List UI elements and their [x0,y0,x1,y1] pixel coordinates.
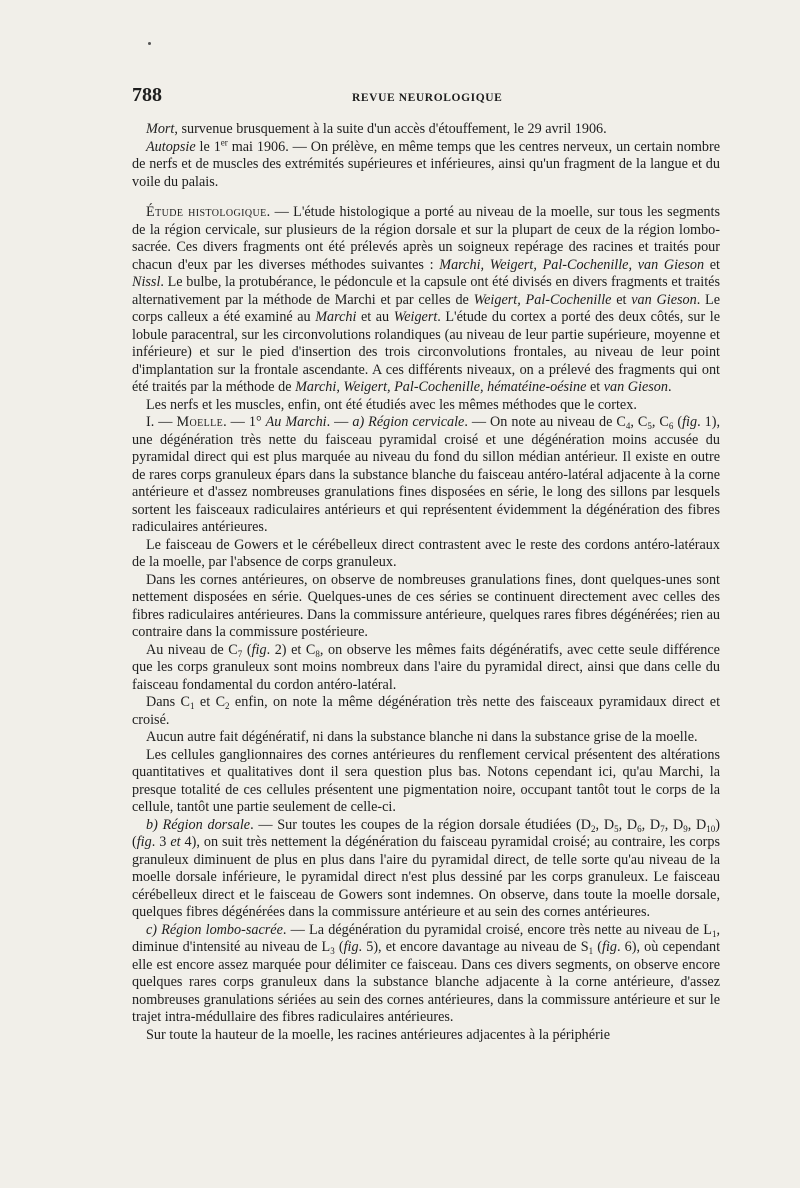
ink-speck [148,42,151,45]
article-body [132,121,720,1044]
paragraph-p7: Dans les cornes antérieures, on observe de nombreuses granulations fines, dont quelques-unes sont nettement disposées en série. Quelques-unes de ces séries se continuent directement avec celles des fibres radiculaires antérieures. Dans la commissure antérieure, quelques rares fibres dégénérées; rien au contraire dans la commissure postérieure. [132,571,720,640]
page-number: 788 [132,84,162,106]
running-head: REVUE NEUROLOGIQUE [352,92,503,104]
paragraph-p3: Étude histologique. — L'étude histologique a porté au niveau de la moelle, sur tous les segments de la région cervicale, sur plusieurs de la région dorsale et sur la plupart de ceux de la région lombo-sacrée. Ces divers fragments ont été prélevés après un soigneux repérage des racines et traités pour chacun d'eux par les diverses méthodes suivantes : Marchi, Weigert, Pal-Cochenille, van Gieson et Nissl. Le bulbe, la protubérance, le pédoncule et la capsule ont été divisés en divers fragments et traités alternativement par la méthode de Marchi et par celles de Weigert, Pal-Cochenille et van Gieson. Le corps calleux a été examiné au Marchi et au Weigert. L'étude du cortex a porté des deux côtés, sur le lobule paracentral, sur les circonvolutions rolandiques (au niveau de leur partie supérieure, moyenne et inférieure) et sur le pied d'insertion des trois circonvolutions frontales, au niveau de leur point d'implantation sur la frontale ascendante. A ces différents niveaux, on a prélevé des fragments qui ont été traités par la méthode de Marchi, Weigert, Pal-Cochenille, hématéine-oésine et van Gieson. [132,204,721,395]
paragraph-p9: Dans $C_1$ et $C_2$ enfin, on note la même dégénération très nette des faisceaux pyramidaux direct et croisé. [132,694,721,728]
paragraph-p5: I. — Moelle. — 1° Au Marchi. — a) Région cervicale. — On note au niveau de $C_4$, $C_5$, $C_6$ (fig. 1), une dégénération très nette du faisceau pyramidal croisé et une dégénération moins accusée du pyramidal direct qui est plus marquée au niveau du fond du sillon médian antérieur. Il existe en outre de rares corps granuleux épars dans la substance blanche du faisceau antéro-latéral adjacente à la corne antérieure et d'assez nombreuses granulations fines disposées en série, le long des sillons par lesquels sortent les faisceaux radiculaires antérieurs et qui représentent évidemment la dégénération des fibres radiculaires antérieures. [132,414,721,535]
page-header [132,84,720,107]
paragraph-p11: Les cellules ganglionnaires des cornes antérieures du renflement cervical présentent des altérations quantitatives et qualitatives dont il sera question plus bas. Notons cependant ici, qu'au Marchi, la presque totalité de ces cellules présentent une pigmentation noire, occupant tantôt tout le corps de la cellule, tantôt une partie seulement de celle-ci. [132,746,720,815]
paragraph-p14: Sur toute la hauteur de la moelle, les racines antérieures adjacentes à la périphérie [146,1026,611,1043]
paragraph-p13: c) Région lombo-sacrée. — La dégénération du pyramidal croisé, encore très nette au niveau de $L_1$, diminue d'intensité au niveau de $L_3$ (fig. 5), et encore davantage au niveau de $S_1$ (fig. 6), où cependant elle est encore assez marquée pour délimiter ce faisceau. Dans ces divers segments, on observe encore quelques rares corps granuleux dans la substance blanche adjacente à la corne antérieure, d'assez nombreuses granulations sériées au sein des cornes antérieures, dans la commissure antérieure et sur le trajet intra-médullaire des fibres radiculaires antérieures. [132,921,721,1025]
paragraph-p10: Aucun autre fait dégénératif, ni dans la substance blanche ni dans la substance grise de la moelle. [146,729,698,745]
paragraph-p2: Autopsie le 1er mai 1906. — On prélève, en même temps que les centres nerveux, un certain nombre de nerfs et de muscles des extrémités supérieures et inférieures, ainsi qu'un fragment de la langue et du voile du palais. [132,136,720,190]
paragraph-p6: Le faisceau de Gowers et le cérébelleux direct contrastent avec le reste des cordons antéro-latéraux de la moelle, par l'absence de corps granuleux. [132,536,720,570]
paragraph-p12: b) Région dorsale. — Sur toutes les coupes de la région dorsale étudiées ($D_2$, $D_5$, $D_6$, $D_7$, $D_9$, $D_{10}$) (fig. 3 et 4), on suit très nettement la dégénération du faisceau pyramidal croisé; au contraire, les corps granuleux diminuent de plus en plus dans l'aire du pyramidal direct, de telle sorte qu'au niveau de la moelle dorsale inférieure, le pyramidal direct n'est plus dessiné par les corps granuleux. Le faisceau cérébelleux direct et le faisceau de Gowers sont indemnes. On observe, dans toute la moelle dorsale, quelques fibres dégénérées dans la commissure antérieure et au sein des cornes antérieures. [132,816,721,920]
paragraph-p4: Les nerfs et les muscles, enfin, ont été étudiés avec les mêmes méthodes que le cortex. [146,396,637,413]
paragraph-p8: Au niveau de $C_7$ (fig. 2) et $C_8$, on observe les mêmes faits dégénératifs, avec cette seule différence que les corps granuleux sont moins nombreux dans l'aire du pyramidal direct, ainsi que dans celle du faisceau fondamental du cordon antéro-latéral. [132,641,720,693]
paragraph-p1: Mort, survenue brusquement à la suite d'un accès d'étouffement, le 29 avril 1906. [146,121,607,137]
